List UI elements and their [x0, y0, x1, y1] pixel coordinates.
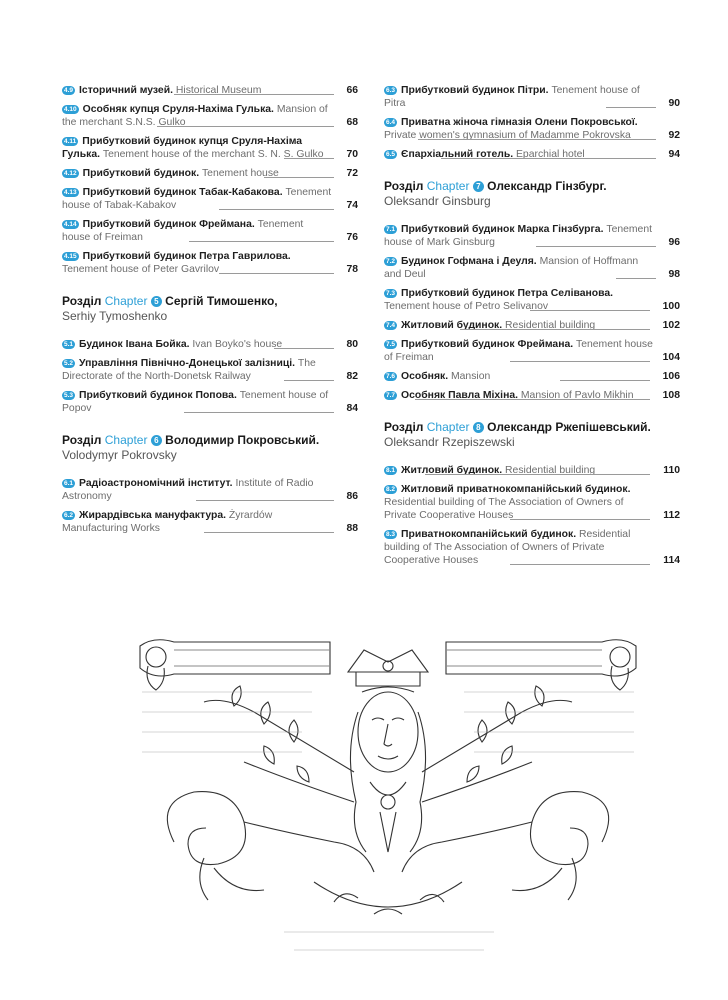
- leader-rule: [174, 94, 334, 95]
- section-number-badge: 6.5: [386, 151, 396, 158]
- leader-rule: [415, 399, 650, 400]
- page-number: 104: [659, 351, 680, 364]
- section-number-badge: 6.4: [386, 119, 396, 126]
- toc-entry[interactable]: [384, 223, 680, 249]
- toc-entry[interactable]: [62, 186, 358, 212]
- toc-entry[interactable]: [62, 84, 358, 97]
- page-number: 114: [659, 554, 680, 567]
- toc-entry[interactable]: [384, 287, 680, 313]
- entry-title-en: Żyrardów Manufacturing Works: [62, 510, 273, 534]
- entry-title-uk: Житловий приватнокомпанійський будинок.: [401, 484, 631, 495]
- entry-title-uk: Прибутковий будинок Петра Селіванова.: [401, 288, 614, 299]
- entry-title-en: Institute of Radio Astronomy: [62, 478, 314, 502]
- entry-title-uk: Прибутковий будинок купця Сруля-Нахіма Гулька.: [62, 136, 303, 160]
- toc-entry[interactable]: [384, 370, 680, 383]
- toc-entry[interactable]: [384, 389, 680, 402]
- toc-entry[interactable]: [62, 389, 358, 415]
- page-number: 76: [342, 231, 358, 244]
- entry-title-en: Mansion: [451, 371, 491, 382]
- page-number: 66: [342, 84, 358, 97]
- leader-rule: [616, 278, 656, 279]
- entry-title-uk: Прибутковий будинок Табак-Кабакова.: [82, 187, 283, 198]
- leader-rule: [560, 380, 650, 381]
- page-number: 108: [659, 389, 680, 402]
- leader-rule: [418, 139, 656, 140]
- section-number-badge: 4.14: [64, 221, 77, 228]
- leader-rule: [510, 519, 650, 520]
- page-number: 106: [659, 370, 680, 383]
- entry-title-uk: Управління Північно-Донецької залізниці.: [79, 358, 295, 369]
- entry-title-en: Residential building of The Association of Owners of Private Cooperative Houses: [384, 529, 631, 566]
- leader-rule: [157, 126, 334, 127]
- section-number-badge: 5.1: [64, 341, 74, 348]
- entry-title-en: Residential building: [505, 465, 596, 476]
- entry-title-en: Tenement house of the merchant S. N. S. Gulko: [102, 149, 324, 160]
- entry-title-uk: Житловий будинок.: [401, 465, 503, 476]
- page-number: 100: [659, 300, 680, 313]
- leader-rule: [264, 177, 334, 178]
- entry-title-uk: Жирардівська мануфактура.: [79, 510, 227, 521]
- section-number-badge: 7.4: [386, 322, 396, 329]
- toc-entry[interactable]: [384, 116, 680, 142]
- entry-title-en: Private women's gymnasium of Madamme Pokrovska: [384, 130, 631, 141]
- section-number-badge: 6.3: [386, 87, 396, 94]
- entry-title-uk: Прибутковий будинок Попова.: [79, 390, 237, 401]
- page-number: 96: [664, 236, 680, 249]
- leader-rule: [284, 158, 334, 159]
- entry-title-en: Tenement house of Peter Gavrilov: [62, 264, 220, 275]
- toc-entry[interactable]: [62, 357, 358, 383]
- page-number: 74: [342, 199, 358, 212]
- entry-title-uk: Особняк купця Сруля-Нахіма Гулька.: [82, 104, 274, 115]
- entry-title-en: Tenement house of Popov: [62, 390, 329, 414]
- entry-title-uk: Прибутковий будинок Фреймана.: [401, 339, 574, 350]
- chapter-6-heading: Розділ Chapter 6 Володимир Покровський. Volodymyr Pokrovsky: [62, 433, 320, 462]
- toc-entry[interactable]: [62, 135, 358, 161]
- leader-rule: [219, 209, 334, 210]
- toc-entry[interactable]: [62, 103, 358, 129]
- page-number: 86: [342, 490, 358, 503]
- leader-rule: [530, 310, 650, 311]
- section-number-badge: 8.2: [386, 486, 396, 493]
- entry-title-en: Tenement house: [201, 168, 279, 179]
- leader-rule: [284, 380, 334, 381]
- chapter-7-heading: Розділ Chapter 7 Олександр Гінзбург. Oleksandr Ginsburg: [384, 179, 607, 208]
- section-number-badge: 6.2: [64, 512, 74, 519]
- toc-entry[interactable]: [384, 338, 680, 364]
- entry-title-en: Tenement house of Freiman: [384, 339, 653, 363]
- entry-title-uk: Прибутковий будинок Пітри.: [401, 85, 549, 96]
- entry-title-uk: Радіоастрономічний інститут.: [79, 478, 233, 489]
- entry-title-uk: Будинок Івана Бойка.: [79, 339, 190, 350]
- toc-entry[interactable]: [384, 84, 680, 110]
- page-number: 80: [342, 338, 358, 351]
- section-number-badge: 8.3: [386, 531, 396, 538]
- page-number: 88: [342, 522, 358, 535]
- entry-title-uk: Приватнокомпанійський будинок.: [401, 529, 577, 540]
- chapter-5-heading: Розділ Chapter 5 Сергій Тимошенко, Serhiy Tymoshenko: [62, 294, 278, 323]
- entry-title-en: Tenement house of Tabak-Kabakov: [62, 187, 332, 211]
- section-number-badge: 8.1: [386, 467, 396, 474]
- toc-entry[interactable]: [62, 218, 358, 244]
- leader-rule: [219, 273, 334, 274]
- leader-rule: [441, 158, 656, 159]
- entry-title-en: Mansion of the merchant S.N.S. Gulko: [62, 104, 328, 128]
- page-number: 102: [659, 319, 680, 332]
- entry-title-uk: Єпархіальний готель.: [401, 149, 514, 160]
- entry-title-en: Mansion of Pavlo Mikhin: [520, 390, 634, 401]
- leader-rule: [510, 564, 650, 565]
- entry-title-en: Tenement house of Mark Ginsburg: [384, 224, 653, 248]
- leader-rule: [510, 361, 650, 362]
- page-number: 68: [342, 116, 358, 129]
- leader-rule: [425, 474, 650, 475]
- entry-title-en: Residential building of The Association of Owners of Private Cooperative Houses: [384, 497, 624, 521]
- toc-right-column: [384, 84, 680, 573]
- entry-title-en: Mansion of Hoffmann and Deul: [384, 256, 639, 280]
- leader-rule: [189, 241, 334, 242]
- page-number: 78: [342, 263, 358, 276]
- section-number-badge: 5.3: [64, 392, 74, 399]
- page-number: 84: [342, 402, 358, 415]
- toc-entry[interactable]: [384, 148, 680, 161]
- page-number: 92: [664, 129, 680, 142]
- entry-title-uk: Житловий будинок.: [401, 320, 503, 331]
- section-number-badge: 6.1: [64, 480, 74, 487]
- toc-left-column: [62, 84, 358, 541]
- leader-rule: [460, 329, 650, 330]
- entry-title-uk: Приватна жіноча гімназія Олени Покровської.: [401, 117, 638, 128]
- page-number: 82: [342, 370, 358, 383]
- toc-entry[interactable]: [384, 483, 680, 522]
- leader-rule: [204, 532, 334, 533]
- leader-rule: [196, 500, 334, 501]
- ornamental-facade-mascaron-drawing: [134, 632, 642, 972]
- entry-title-en: Ivan Boyko's house: [192, 339, 283, 350]
- leader-rule: [274, 348, 334, 349]
- section-number-badge: 4.9: [64, 87, 74, 94]
- chapter-number-badge: 8: [473, 422, 484, 433]
- entry-title-uk: Будинок Гофмана і Деуля.: [401, 256, 537, 267]
- page-number: 110: [659, 464, 680, 477]
- toc-entry[interactable]: [62, 338, 358, 351]
- entry-title-en: Tenement house of Freiman: [62, 219, 304, 243]
- page-number: 98: [664, 268, 680, 281]
- entry-title-uk: Прибутковий будинок Марка Гінзбурга.: [401, 224, 604, 235]
- toc-entry[interactable]: [384, 528, 680, 567]
- chapter-number-badge: 5: [151, 296, 162, 307]
- chapter-number-badge: 6: [151, 435, 162, 446]
- entry-title-uk: Прибутковий будинок.: [82, 168, 200, 179]
- toc-entry[interactable]: [62, 509, 358, 535]
- section-number-badge: 4.15: [64, 253, 77, 260]
- section-number-badge: 4.10: [64, 106, 77, 113]
- toc-entry[interactable]: [62, 477, 358, 503]
- toc-entry[interactable]: [384, 255, 680, 281]
- toc-entry[interactable]: [62, 167, 358, 180]
- leader-rule: [184, 412, 334, 413]
- entry-title-en: Tenement house of Petro Selivanov: [384, 301, 549, 312]
- page-number: 72: [342, 167, 358, 180]
- section-number-badge: 7.5: [386, 341, 396, 348]
- entry-title-en: Tenement house of Pitra: [384, 85, 640, 109]
- section-number-badge: 4.11: [64, 138, 77, 145]
- entry-title-uk: Особняк Павла Міхіна.: [401, 390, 519, 401]
- toc-entry[interactable]: [62, 250, 358, 276]
- section-number-badge: 7.1: [386, 226, 396, 233]
- section-number-badge: 7.6: [386, 373, 396, 380]
- section-number-badge: 7.3: [386, 290, 396, 297]
- leader-rule: [536, 246, 656, 247]
- entry-title-uk: Історичний музей.: [79, 85, 173, 96]
- entry-title-en: The Directorate of the North-Donetsk Railway: [62, 358, 316, 382]
- section-number-badge: 7.2: [386, 258, 396, 265]
- section-number-badge: 7.7: [386, 392, 396, 399]
- chapter-number-badge: 7: [473, 181, 484, 192]
- page-number: 94: [664, 148, 680, 161]
- entry-title-uk: Прибутковий будинок Петра Гаврилова.: [82, 251, 291, 262]
- entry-title-en: Eparchial hotel: [516, 149, 585, 160]
- chapter-8-heading: Розділ Chapter 8 Олександр Ржепішевський. Oleksandr Rzepiszewski: [384, 420, 651, 449]
- section-number-badge: 4.13: [64, 189, 77, 196]
- entry-title-en: Residential building: [505, 320, 596, 331]
- entry-title-en: Historical Museum: [175, 85, 262, 96]
- page-number: 112: [659, 509, 680, 522]
- leader-rule: [606, 107, 656, 108]
- section-number-badge: 5.2: [64, 360, 74, 367]
- page-number: 90: [664, 97, 680, 110]
- section-number-badge: 4.12: [64, 170, 77, 177]
- page-number: 70: [342, 148, 358, 161]
- toc-entry[interactable]: [384, 464, 680, 477]
- toc-entry[interactable]: [384, 319, 680, 332]
- entry-title-uk: Прибутковий будинок Фреймана.: [82, 219, 255, 230]
- entry-title-uk: Особняк.: [401, 371, 449, 382]
